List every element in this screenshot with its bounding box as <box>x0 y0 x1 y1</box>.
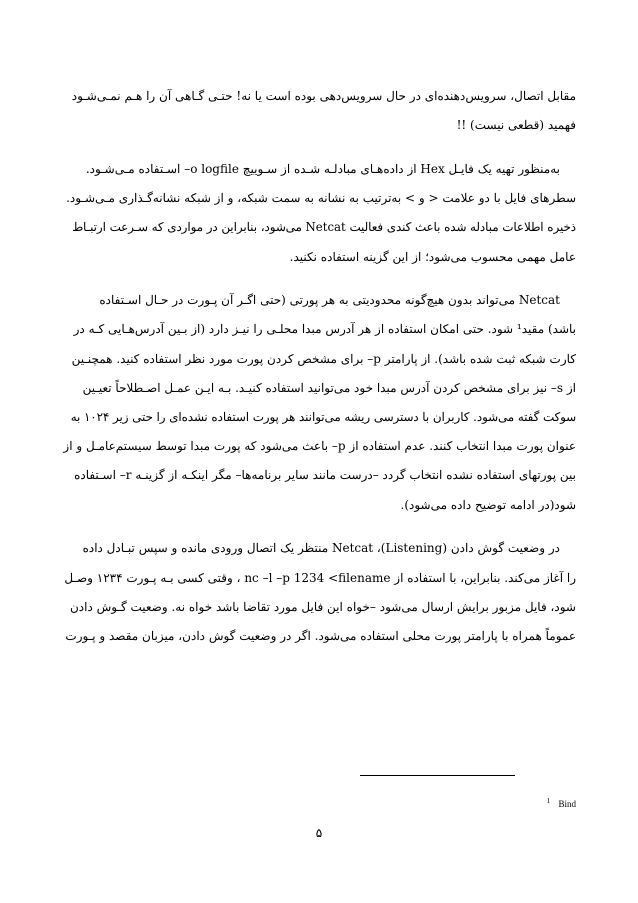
paragraph-1 <box>62 82 576 140</box>
footnote-divider <box>360 775 515 776</box>
text-line: فهمید (قطعی نیست) !! <box>456 118 576 133</box>
text-line: سطرهای فایل با دو علامت < و > به‌ترتیب به نشانه به سمت شبکه، و از شبکه نشانه‌گـذاری مـی‌شـود. <box>66 191 576 206</box>
document-body <box>62 82 576 651</box>
text-line: شود(در ادامه توضیح داده می‌شود). <box>400 497 576 512</box>
paragraph-2 <box>62 155 576 272</box>
text-line: سوکت گفته می‌شود. کاربران با دسترسی ریشه می‌توانند هر پورت استفاده نشده‌ای را حتی زیر ۱۰۲۴ به <box>70 410 576 425</box>
text-line: بین پورتهای استفاده نشده انتخاب گردد –درست مانند سایر برنامه‌ها– مگر اینکـه از گزینـه r– اسـتفاده <box>74 468 576 483</box>
text-line: عموماً همراه با پارامتر پورت محلی استفاده می‌شود. اگر در وضعیت گوش دادن، میزبان مقصد و پـورت <box>65 628 576 643</box>
text-line: به‌منظور تهیه یک فایـل Hex از داده‌هـای مبادلـه شـده از سـوییچ o logfile– اسـتفاده مـی‌شـود. <box>85 161 560 176</box>
text-line: ذخیره اطلاعات مبادله شده باعث کندی فعالیت Netcat می‌شود، بنابراین در مواردی که سـرعت ارتبـاط <box>72 220 576 235</box>
footnote-marker: 1 <box>546 797 551 805</box>
footnote <box>62 797 576 809</box>
text-line: از s– نیز برای مشخص کردن آدرس مبدا خود می‌توانید استفاده کنیـد. بـه ایـن عمـل اصـطلاحاً تعیـین <box>82 380 576 395</box>
text-line: را آغاز می‌کند. بنابراین، با استفاده از nc –l –p 1234 <filename ، وقتی کسی بـه پـورت ۱۲۳۴ وصـل <box>64 570 576 585</box>
footnote-text: Bind <box>558 799 576 809</box>
text-line: عنوان پورت مبدا انتخاب کنند. عدم استفاده از p– باعث می‌شود که پورت مبدا توسط سیستم‌عامـل و از <box>63 439 576 454</box>
text-line: در وضعیت گوش دادن (Listening)، Netcat منتظر یک اتصال ورودی مانده و سپس تبـادل داده <box>82 541 560 556</box>
text-line: کارت شبکه ثبت شده باشد). از پارامتر p– برای مشخص کردن پورت مورد نظر استفاده کنید. همچنـین <box>71 351 576 366</box>
paragraph-3 <box>62 286 576 520</box>
text-line: عامل مهمی محسوب می‌شود؛ از این گزینه استفاده نکنید. <box>289 249 576 264</box>
text-line: شود، فایل مزبور برایش ارسال می‌شود –خواه این فایل مورد تقاضا باشد خواه نه. وضعیت گـوش دادن <box>69 599 576 614</box>
page-number: ۵ <box>315 826 323 840</box>
text-line: باشد) مقید¹ شود. حتی امکان استفاده از هر آدرس مبدا محلـی را نیـز دارد (از بـین آدرس‌هـایی کـه در <box>73 322 576 337</box>
text-line: Netcat می‌تواند بدون هیچ‌گونه محدودیتی به هر پورتی (حتی اگـر آن پـورت در حـال اسـتفاده <box>99 293 560 308</box>
text-line: مقابل اتصال، سرویس‌دهنده‌ای در حال سرویس‌دهی بوده است یا نه! حتـی گـاهی آن را هـم نمـی‌شـود <box>71 89 576 103</box>
paragraph-4 <box>62 534 576 651</box>
